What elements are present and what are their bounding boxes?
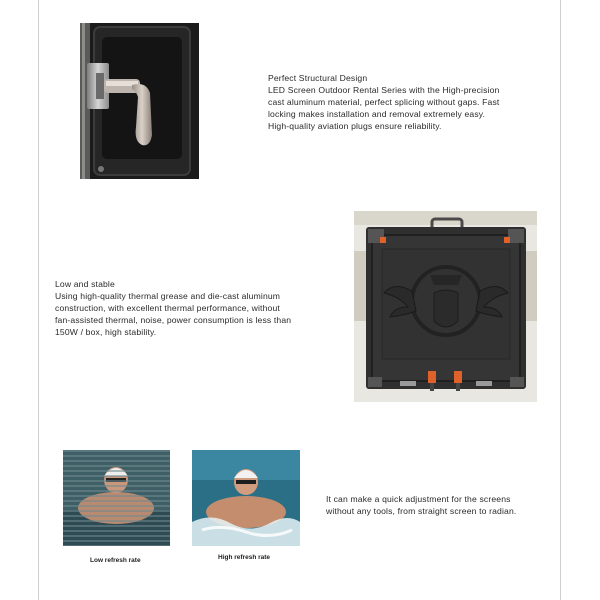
section-title: Low and stable (55, 279, 115, 289)
low-refresh-rate-caption: Low refresh rate (90, 557, 141, 564)
high-refresh-rate-caption: High refresh rate (218, 554, 271, 561)
low-and-stable-text (55, 278, 291, 338)
section-line: construction, with excellent thermal performance, without (55, 303, 280, 313)
right-border-line (560, 0, 561, 600)
section-line: without any tools, from straight screen to radian. (326, 506, 517, 516)
section-line: cast aluminum material, perfect splicing without gaps. Fast (268, 97, 500, 107)
section-line: High-quality aviation plugs ensure reliability. (268, 121, 442, 131)
high-refresh-rate-photo (192, 450, 300, 546)
section-line: LED Screen Outdoor Rental Series with the High-precision (268, 85, 500, 95)
section-line: It can make a quick adjustment for the screens (326, 494, 511, 504)
adjustment-text (326, 493, 516, 517)
section-line: Using high-quality thermal grease and die-cast aluminum (55, 291, 281, 301)
section-line: fan-assisted thermal, noise, power consumption is less than (55, 315, 292, 325)
section-title: Perfect Structural Design (268, 73, 368, 83)
section-line: 150W / box, high stability. (55, 327, 157, 337)
led-cabinet-photo (354, 211, 537, 402)
left-border-line (38, 0, 39, 600)
low-refresh-rate-photo (63, 450, 170, 546)
section-line: locking makes installation and removal extremely easy. (268, 109, 486, 119)
lock-mechanism-photo (80, 23, 199, 179)
structural-design-text (268, 72, 499, 132)
